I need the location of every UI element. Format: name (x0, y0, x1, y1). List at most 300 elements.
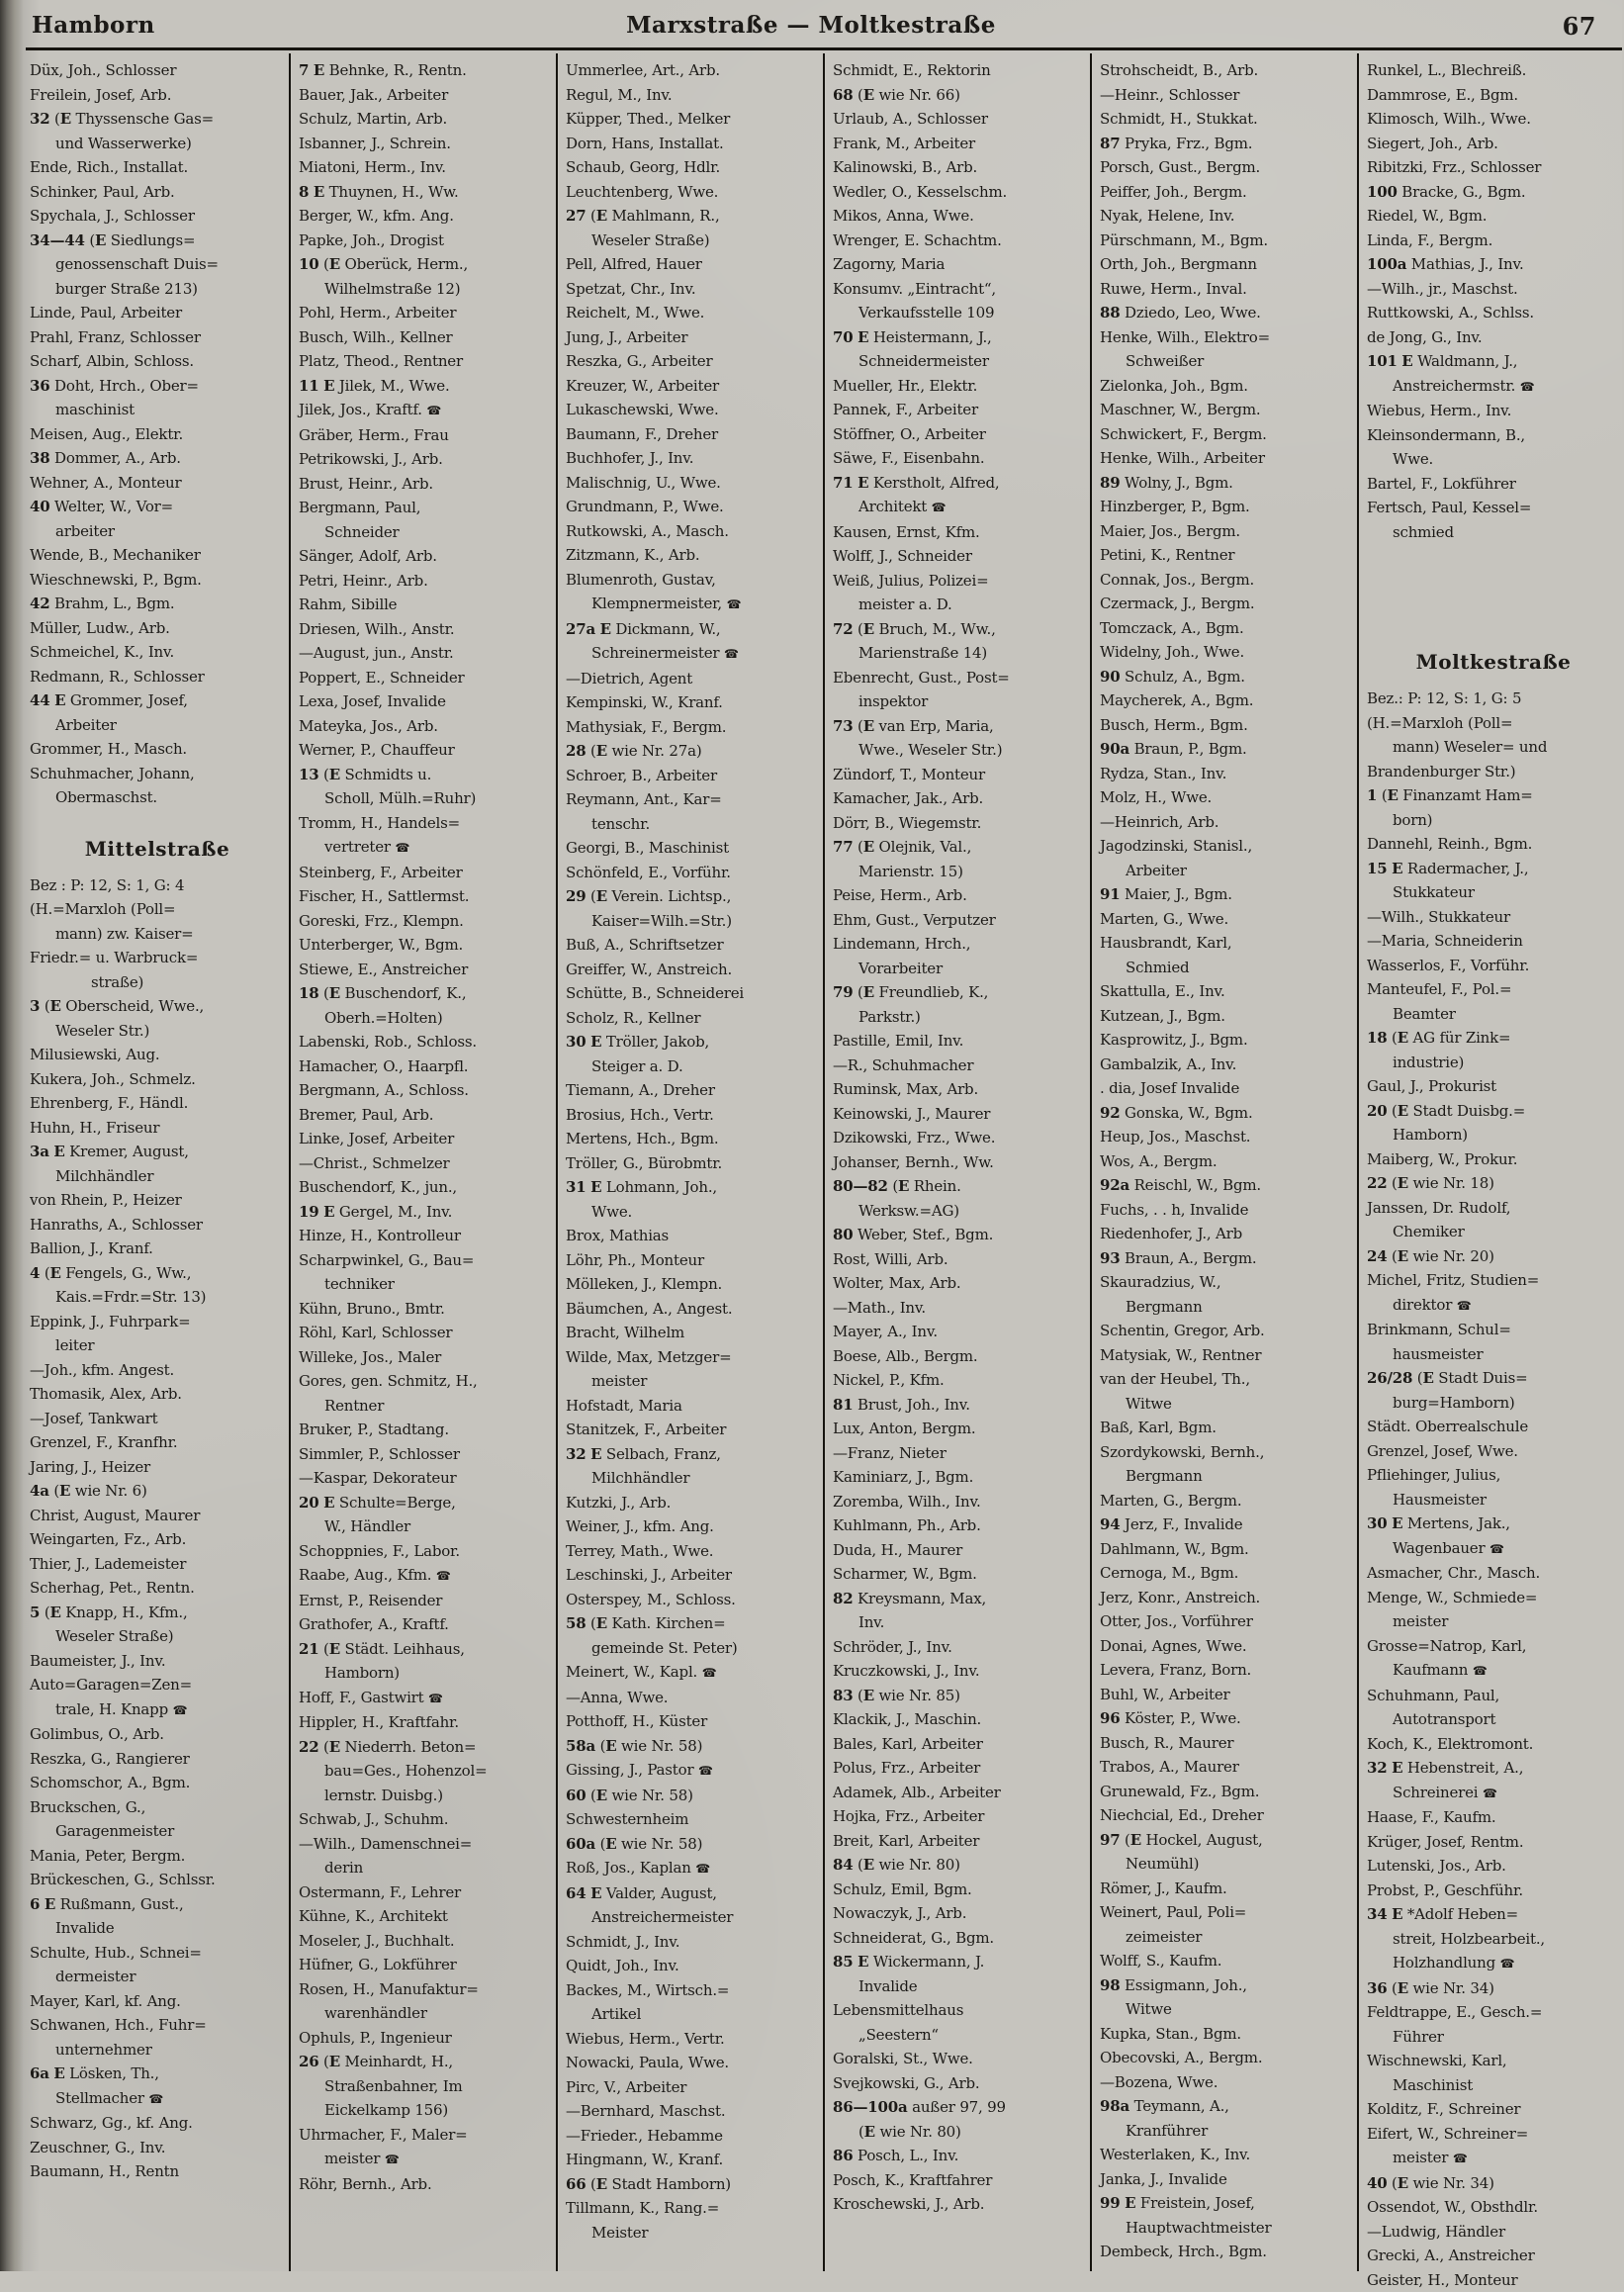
directory-line: Klempnermeister, ☎ (566, 592, 819, 617)
directory-line: Kaufmann ☎ (1367, 1658, 1620, 1684)
phone-icon: ☎ (173, 1703, 188, 1717)
directory-line: Weingarten, Fz., Arb. (30, 1527, 285, 1552)
directory-line: industrie) (1367, 1051, 1620, 1075)
directory-line: 85 E Wickermann, J. (833, 1950, 1086, 1974)
column-2 (289, 53, 556, 2271)
phone-icon: ☎ (727, 597, 742, 611)
directory-line: Leuchtenberg, Wwe. (566, 180, 819, 205)
directory-line: Milchhändler (30, 1164, 285, 1189)
directory-line: Pannek, F., Arbeiter (833, 398, 1086, 422)
directory-line: Papke, Joh., Drogist (299, 229, 552, 253)
directory-line: Ruwe, Herm., Inval. (1100, 277, 1353, 302)
column-3 (556, 53, 823, 2271)
directory-line: Berger, W., kfm. Ang. (299, 204, 552, 229)
directory-line: Pirc, V., Arbeiter (566, 2075, 819, 2100)
directory-line: Meinert, W., Kapl. ☎ (566, 1660, 819, 1686)
directory-line: Anstreichermeister (566, 1905, 819, 1930)
directory-line: (E wie Nr. 80) (833, 2120, 1086, 2145)
directory-line: Schneider (299, 520, 552, 545)
directory-line: 72 (E Bruch, M., Ww., (833, 617, 1086, 642)
directory-line: —Math., Inv. (833, 1296, 1086, 1321)
column-4 (823, 53, 1090, 2271)
directory-line: 90 Schulz, A., Bgm. (1100, 665, 1353, 689)
directory-line: Kroschewski, J., Arb. (833, 2192, 1086, 2217)
directory-line: 19 E Gergel, M., Inv. (299, 1200, 552, 1225)
directory-line: Wilhelmstraße 12) (299, 277, 552, 302)
directory-line: Spychala, J., Schlosser (30, 204, 285, 229)
directory-line: Molz, H., Wwe. (1100, 785, 1353, 810)
directory-line: Wwe. (566, 1200, 819, 1225)
directory-line: Grenzel, F., Kranfhr. (30, 1430, 285, 1455)
directory-line: Werner, P., Chauffeur (299, 738, 552, 763)
directory-line: Neumühl) (1100, 1852, 1353, 1877)
directory-line: Mathysiak, F., Bergm. (566, 715, 819, 740)
directory-line: Dammrose, E., Bgm. (1367, 83, 1620, 108)
directory-line: Steiger a. D. (566, 1054, 819, 1079)
directory-line: von Rhein, P., Heizer (30, 1188, 285, 1213)
directory-line: 18 (E AG für Zink= (1367, 1026, 1620, 1051)
directory-line: Redmann, R., Schlosser (30, 665, 285, 689)
directory-line: Westerlaken, K., Inv. (1100, 2143, 1353, 2167)
directory-line: 94 Jerz, F., Invalide (1100, 1513, 1353, 1537)
directory-line: Nyak, Helene, Inv. (1100, 204, 1353, 229)
directory-line: Klimosch, Wilh., Wwe. (1367, 107, 1620, 132)
phone-icon: ☎ (695, 1862, 710, 1876)
directory-line: Brinkmann, Schul= (1367, 1318, 1620, 1342)
directory-line: Menge, W., Schmiede= (1367, 1586, 1620, 1610)
directory-line: Grunewald, Fz., Bgm. (1100, 1780, 1353, 1804)
directory-line: Strohscheidt, B., Arb. (1100, 58, 1353, 83)
directory-line: Tromm, H., Handels= (299, 811, 552, 836)
phone-icon: ☎ (385, 2153, 400, 2166)
directory-line: Adamek, Alb., Arbeiter (833, 1781, 1086, 1805)
directory-line: 34 E *Adolf Heben= (1367, 1902, 1620, 1927)
directory-line: —R., Schuhmacher (833, 1054, 1086, 1078)
directory-line: 26/28 (E Stadt Duis= (1367, 1366, 1620, 1391)
directory-line: Schneidermeister (833, 349, 1086, 374)
directory-line: born) (1367, 808, 1620, 833)
directory-line: —Josef, Tankwart (30, 1407, 285, 1431)
directory-line: Mayer, Karl, kf. Ang. (30, 1989, 285, 2014)
phone-icon: ☎ (724, 647, 739, 661)
directory-line: Wolff, J., Schneider (833, 544, 1086, 569)
directory-line: Hüfner, G., Lokführer (299, 1953, 552, 1977)
directory-line: Schuhmacher, Johann, (30, 762, 285, 786)
directory-line: Connak, Jos., Bergm. (1100, 568, 1353, 593)
directory-line: meister ☎ (1367, 2146, 1620, 2171)
directory-line: 27a E Dickmann, W., (566, 617, 819, 642)
directory-line: Kais.=Frdr.=Str. 13) (30, 1285, 285, 1310)
directory-line: Dörr, B., Wiegemstr. (833, 811, 1086, 836)
directory-line: burg=Hamborn) (1367, 1391, 1620, 1416)
directory-line: inspektor (833, 689, 1086, 714)
directory-line: 4 (E Fengels, G., Ww., (30, 1261, 285, 1286)
directory-line: Mölleken, J., Klempn. (566, 1272, 819, 1297)
directory-line: van der Heubel, Th., (1100, 1367, 1353, 1392)
directory-line: Obecovski, A., Bergm. (1100, 2046, 1353, 2070)
directory-line: 22 (E Niederrh. Beton= (299, 1735, 552, 1760)
directory-line: Freilein, Josef, Arb. (30, 83, 285, 108)
directory-line: Scholz, R., Kellner (566, 1006, 819, 1031)
directory-line: Schinker, Paul, Arb. (30, 180, 285, 205)
directory-line: Schmeichel, K., Inv. (30, 640, 285, 665)
directory-line: Grosse=Natrop, Karl, (1367, 1634, 1620, 1659)
directory-line: 99 E Freistein, Josef, (1100, 2191, 1353, 2216)
directory-line: Schneiderat, G., Bgm. (833, 1926, 1086, 1951)
directory-line: Fuchs, . . h, Invalide (1100, 1198, 1353, 1223)
directory-line: Buschendorf, K., jun., (299, 1175, 552, 1200)
directory-line: Scharmer, W., Bgm. (833, 1562, 1086, 1587)
directory-line: Vorarbeiter (833, 957, 1086, 981)
directory-line: 86 Posch, L., Inv. (833, 2144, 1086, 2168)
directory-line: Grommer, H., Masch. (30, 737, 285, 762)
directory-line: Stanitzek, F., Arbeiter (566, 1418, 819, 1442)
directory-line: Meisen, Aug., Elektr. (30, 422, 285, 447)
directory-line: Pfliehinger, Julius, (1367, 1463, 1620, 1488)
directory-line: Miatoni, Herm., Inv. (299, 155, 552, 180)
directory-line: Zündorf, T., Monteur (833, 763, 1086, 787)
directory-line: Busch, R., Maurer (1100, 1731, 1353, 1756)
directory-line: Hauptwachtmeister (1100, 2216, 1353, 2241)
directory-line: mann) Weseler= und (1367, 735, 1620, 760)
directory-line: Ende, Rich., Installat. (30, 155, 285, 180)
phone-icon: ☎ (932, 501, 947, 514)
directory-line: Ruminsk, Max, Arb. (833, 1077, 1086, 1102)
directory-line: Uhrmacher, F., Maler= (299, 2123, 552, 2148)
directory-line: Driesen, Wilh., Anstr. (299, 617, 552, 642)
directory-line: Johanser, Bernh., Ww. (833, 1150, 1086, 1175)
directory-line: Heup, Jos., Maschst. (1100, 1125, 1353, 1149)
directory-line: Mayer, A., Inv. (833, 1320, 1086, 1344)
directory-line: Skattulla, E., Inv. (1100, 979, 1353, 1004)
directory-line: meister (1367, 1609, 1620, 1634)
directory-line: 73 (E van Erp, Maria, (833, 714, 1086, 739)
phone-icon: ☎ (1520, 380, 1535, 394)
directory-line: 71 E Kerstholt, Alfred, (833, 471, 1086, 496)
directory-line: Kühne, K., Architekt (299, 1904, 552, 1929)
directory-line: 20 (E Stadt Duisbg.= (1367, 1099, 1620, 1124)
directory-line: Hausmeister (1367, 1488, 1620, 1513)
directory-line: Boese, Alb., Bergm. (833, 1344, 1086, 1369)
directory-line: —August, jun., Anstr. (299, 641, 552, 666)
directory-line: Maiberg, W., Prokur. (1367, 1147, 1620, 1172)
directory-line: Koch, K., Elektromont. (1367, 1732, 1620, 1757)
directory-line: 20 E Schulte=Berge, (299, 1491, 552, 1515)
directory-line: Marienstr. 15) (833, 860, 1086, 884)
directory-line: 77 (E Olejnik, Val., (833, 835, 1086, 860)
directory-line: Schwab, J., Schuhm. (299, 1807, 552, 1832)
directory-line: Milchhändler (566, 1466, 819, 1491)
directory-line: Fertsch, Paul, Kessel= (1367, 496, 1620, 520)
directory-line: —Dietrich, Agent (566, 667, 819, 691)
directory-line: Kühn, Bruno., Bmtr. (299, 1297, 552, 1322)
directory-line: —Franz, Nieter (833, 1441, 1086, 1466)
directory-line: Wehner, A., Monteur (30, 471, 285, 496)
phone-icon: ☎ (1483, 1787, 1497, 1800)
directory-line: Verkaufsstelle 109 (833, 301, 1086, 325)
directory-line: 10 (E Oberück, Herm., (299, 252, 552, 277)
directory-line: direktor ☎ (1367, 1293, 1620, 1319)
directory-line: Ribitzki, Frz., Schlosser (1367, 155, 1620, 180)
directory-line: Simmler, P., Schlosser (299, 1442, 552, 1467)
directory-line: Meister (566, 2221, 819, 2246)
directory-line: Scharpwinkel, G., Bau= (299, 1248, 552, 1273)
directory-line: Artikel (566, 2002, 819, 2027)
directory-line: Tomczack, A., Bgm. (1100, 616, 1353, 641)
directory-line: 6 E Rußmann, Gust., (30, 1892, 285, 1917)
directory-line: Jilek, Jos., Kraftf. ☎ (299, 398, 552, 423)
directory-line: Schulte, Hub., Schnei= (30, 1941, 285, 1966)
directory-line: Oberh.=Holten) (299, 1006, 552, 1031)
directory-line: Rydza, Stan., Inv. (1100, 762, 1353, 786)
directory-line: Reszka, G., Arbeiter (566, 349, 819, 374)
directory-line: Klackik, J., Maschin. (833, 1707, 1086, 1732)
directory-line: Hausbrandt, Karl, (1100, 931, 1353, 956)
directory-line: 29 (E Verein. Lichtsp., (566, 884, 819, 909)
directory-line: 97 (E Hockel, August, (1100, 1828, 1353, 1853)
directory-line: Wolter, Max, Arb. (833, 1271, 1086, 1296)
directory-line: 32 (E Thyssensche Gas= (30, 107, 285, 132)
directory-line: Keinowski, J., Maurer (833, 1102, 1086, 1127)
directory-line: Weiner, J., kfm. Ang. (566, 1514, 819, 1539)
directory-line: Steinberg, F., Arbeiter (299, 861, 552, 885)
directory-line: Inv. (833, 1610, 1086, 1635)
directory-line: Wilde, Max, Metzger= (566, 1345, 819, 1370)
directory-line: Nowaczyk, J., Arb. (833, 1901, 1086, 1926)
directory-line: 5 (E Knapp, H., Kfm., (30, 1601, 285, 1625)
directory-line: Prahl, Franz, Schlosser (30, 325, 285, 350)
directory-line: Brandenburger Str.) (1367, 760, 1620, 784)
directory-line: Scholl, Mülh.=Ruhr) (299, 786, 552, 811)
running-header-place: Hamborn (32, 12, 155, 39)
directory-line: 13 (E Schmidts u. (299, 763, 552, 787)
directory-line: Ehrenberg, F., Händl. (30, 1091, 285, 1116)
directory-line: Fischer, H., Sattlermst. (299, 884, 552, 909)
directory-line: Bergmann, A., Schloss. (299, 1078, 552, 1103)
directory-line: 88 Dziedo, Leo, Wwe. (1100, 301, 1353, 325)
directory-line: burger Straße 213) (30, 277, 285, 302)
columns (22, 53, 1622, 2271)
directory-line: Schentin, Gregor, Arb. (1100, 1319, 1353, 1343)
directory-line: Lutenski, Jos., Arb. (1367, 1854, 1620, 1879)
directory-line: Hamacher, O., Haarpfl. (299, 1054, 552, 1079)
directory-line: Scharf, Albin, Schloss. (30, 349, 285, 374)
directory-line: 26 (E Meinhardt, H., (299, 2050, 552, 2074)
directory-line: Regul, M., Inv. (566, 83, 819, 108)
directory-line: Ballion, J., Kranf. (30, 1237, 285, 1261)
directory-line: Invalide (833, 1974, 1086, 1999)
directory-line: —Ludwig, Händler (1367, 2220, 1620, 2245)
directory-line: maschinist (30, 398, 285, 422)
directory-line: Grundmann, P., Wwe. (566, 495, 819, 519)
directory-line: Unterberger, W., Bgm. (299, 933, 552, 958)
directory-line: Straßenbahner, Im (299, 2074, 552, 2099)
directory-line: 100a Mathias, J., Inv. (1367, 252, 1620, 277)
directory-line: Wieschnewski, P., Bgm. (30, 568, 285, 593)
directory-line: 96 Köster, P., Wwe. (1100, 1706, 1353, 1731)
directory-line: Manteufel, F., Pol.= (1367, 977, 1620, 1002)
directory-line: Kupka, Stan., Bgm. (1100, 2022, 1353, 2047)
directory-line: Rahm, Sibille (299, 593, 552, 617)
phone-icon: ☎ (1453, 2152, 1468, 2165)
directory-line: Zeuschner, G., Inv. (30, 2136, 285, 2160)
directory-line: (H.=Marxloh (Poll= (1367, 711, 1620, 736)
directory-line: Goreski, Frz., Klempn. (299, 909, 552, 934)
directory-line: Arbeiter (1100, 859, 1353, 883)
directory-line: Malischnig, U., Wwe. (566, 471, 819, 496)
directory-line: 32 E Hebenstreit, A., (1367, 1756, 1620, 1781)
directory-line: Reszka, G., Rangierer (30, 1747, 285, 1772)
directory-line: Posch, K., Kraftfahrer (833, 2168, 1086, 2193)
directory-line: Kleinsondermann, B., (1367, 423, 1620, 448)
directory-line: Lebensmittelhaus (833, 1998, 1086, 2023)
directory-line: Stiewe, E., Anstreicher (299, 958, 552, 982)
directory-line: Friedr.= u. Warbruck= (30, 946, 285, 970)
directory-line: 15 E Radermacher, J., (1367, 857, 1620, 881)
directory-line: Werksw.=AG) (833, 1199, 1086, 1224)
directory-line: 80 Weber, Stef., Bgm. (833, 1223, 1086, 1247)
directory-line: 82 Kreysmann, Max, (833, 1587, 1086, 1611)
directory-line: Tillmann, K., Rang.= (566, 2196, 819, 2221)
directory-line: Wwe., Weseler Str.) (833, 738, 1086, 763)
directory-line: 34—44 (E Siedlungs= (30, 229, 285, 253)
directory-line: Willeke, Jos., Maler (299, 1345, 552, 1370)
directory-line: Blumenroth, Gustav, (566, 568, 819, 593)
directory-line: Bez : P: 12, S: 1, G: 4 (30, 873, 285, 898)
directory-line: „Seestern“ (833, 2023, 1086, 2048)
directory-line: Schreinermeister ☎ (566, 641, 819, 667)
directory-line: Niechcial, Ed., Dreher (1100, 1803, 1353, 1828)
directory-line: 18 (E Buschendorf, K., (299, 981, 552, 1006)
directory-line: —Heinrich, Arb. (1100, 810, 1353, 835)
directory-line: Löhr, Ph., Monteur (566, 1248, 819, 1273)
directory-line: Ernst, P., Reisender (299, 1589, 552, 1613)
directory-line: Bez.: P: 12, S: 1, G: 5 (1367, 687, 1620, 711)
directory-line: leiter (30, 1333, 285, 1358)
directory-line: streit, Holzbearbeit., (1367, 1927, 1620, 1952)
directory-line: Czermack, J., Bergm. (1100, 592, 1353, 616)
directory-line: techniker (299, 1272, 552, 1297)
directory-line: Linke, Josef, Arbeiter (299, 1127, 552, 1151)
directory-line: Geister, H., Monteur (1367, 2268, 1620, 2292)
directory-line: 4a (E wie Nr. 6) (30, 1479, 285, 1504)
directory-line: 27 (E Mahlmann, R., (566, 204, 819, 229)
directory-line: —Anna, Wwe. (566, 1686, 819, 1710)
directory-line: Backes, M., Wirtsch.= (566, 1978, 819, 2003)
directory-line: Baumeister, J., Inv. (30, 1649, 285, 1674)
directory-line: Baumann, H., Rentn (30, 2159, 285, 2184)
directory-line: 7 E Behnke, R., Rentn. (299, 58, 552, 83)
directory-line: Düx, Joh., Schlosser (30, 58, 285, 83)
directory-line: Moseler, J., Buchhalt. (299, 1929, 552, 1954)
directory-line: Golimbus, O., Arb. (30, 1722, 285, 1747)
directory-line: hausmeister (1367, 1342, 1620, 1367)
directory-line: Hamborn) (299, 1661, 552, 1686)
directory-line: 58a (E wie Nr. 58) (566, 1734, 819, 1759)
directory-line: Georgi, B., Maschinist (566, 836, 819, 861)
directory-line: Polus, Frz., Arbeiter (833, 1756, 1086, 1781)
directory-line: 28 (E wie Nr. 27a) (566, 739, 819, 764)
directory-line: 36 Doht, Hrch., Ober= (30, 374, 285, 399)
directory-line: meister ☎ (299, 2147, 552, 2172)
directory-line: Schweißer (1100, 349, 1353, 374)
directory-line: Bäumchen, A., Angest. (566, 1297, 819, 1322)
directory-line: Porsch, Gust., Bergm. (1100, 155, 1353, 180)
directory-line: Schwarz, Gg., kf. Ang. (30, 2111, 285, 2136)
directory-line: Henke, Wilh., Elektro= (1100, 325, 1353, 350)
directory-line: Kaiser=Wilh.=Str.) (566, 909, 819, 934)
directory-line: Kuhlmann, Ph., Arb. (833, 1513, 1086, 1538)
directory-line: Goralski, St., Wwe. (833, 2047, 1086, 2071)
directory-line: dermeister (30, 1965, 285, 1989)
directory-line: Maycherek, A., Bgm. (1100, 688, 1353, 713)
directory-line: 8 E Thuynen, H., Ww. (299, 180, 552, 205)
directory-line: Isbanner, J., Schrein. (299, 132, 552, 156)
directory-line: Kasprowitz, J., Bgm. (1100, 1028, 1353, 1053)
directory-line: 70 E Heistermann, J., (833, 325, 1086, 350)
directory-line: Zagorny, Maria (833, 252, 1086, 277)
directory-line: 38 Dommer, A., Arb. (30, 446, 285, 471)
directory-line: Janka, J., Invalide (1100, 2167, 1353, 2192)
directory-line: Grecki, A., Anstreicher (1367, 2244, 1620, 2268)
directory-line: Bergmann (1100, 1295, 1353, 1320)
directory-line: 90a Braun, P., Bgm. (1100, 737, 1353, 762)
directory-line: Levera, Franz, Born. (1100, 1658, 1353, 1683)
directory-line: Peise, Herm., Arb. (833, 883, 1086, 908)
directory-line: 92a Reischl, W., Bgm. (1100, 1173, 1353, 1198)
directory-line: trale, H. Knapp ☎ (30, 1697, 285, 1723)
header-rule (26, 47, 1622, 50)
phone-icon: ☎ (1457, 1299, 1472, 1313)
directory-line: Petri, Heinr., Arb. (299, 569, 552, 594)
directory-line: 21 (E Städt. Leihhaus, (299, 1637, 552, 1662)
directory-line: Riedel, W., Bgm. (1367, 204, 1620, 229)
directory-line: straße) (30, 970, 285, 995)
directory-line: Dannehl, Reinh., Bgm. (1367, 832, 1620, 857)
directory-line: Städt. Oberrealschule (1367, 1415, 1620, 1439)
directory-line: —Wilh., Damenschnei= (299, 1832, 552, 1857)
directory-line: 60a (E wie Nr. 58) (566, 1832, 819, 1857)
directory-line: Matysiak, W., Rentner (1100, 1343, 1353, 1368)
directory-line: Zitzmann, K., Arb. (566, 543, 819, 568)
directory-line: Schröder, J., Inv. (833, 1635, 1086, 1660)
directory-line: Orth, Joh., Bergmann (1100, 252, 1353, 277)
directory-line: —Wilh., Stukkateur (1367, 905, 1620, 930)
directory-line: Busch, Wilh., Kellner (299, 325, 552, 350)
directory-line: Wende, B., Mechaniker (30, 543, 285, 568)
directory-line: Eppink, J., Fuhrpark= (30, 1310, 285, 1334)
directory-line: Röhl, Karl, Schlosser (299, 1321, 552, 1345)
directory-line: 44 E Grommer, Josef, (30, 688, 285, 713)
book-spine-shadow (0, 0, 24, 2271)
directory-line: Skauradzius, W., (1100, 1270, 1353, 1295)
directory-line: bau=Ges., Hohenzol= (299, 1759, 552, 1784)
directory-line: —Christ., Schmelzer (299, 1151, 552, 1176)
directory-line: Kalinowski, B., Arb. (833, 155, 1086, 180)
directory-line: Widelny, Joh., Wwe. (1100, 640, 1353, 665)
directory-line: Leschinski, J., Arbeiter (566, 1563, 819, 1588)
directory-line: Cernoga, M., Bgm. (1100, 1561, 1353, 1586)
directory-line: Maier, Jos., Bergm. (1100, 519, 1353, 544)
directory-line: Potthoff, H., Küster (566, 1709, 819, 1734)
directory-line: Lux, Anton, Bergm. (833, 1417, 1086, 1441)
directory-line: —Kaspar, Dekorateur (299, 1466, 552, 1491)
directory-line: Marienstraße 14) (833, 641, 1086, 666)
directory-line: Jagodzinski, Stanisl., (1100, 834, 1353, 859)
directory-line: Terrey, Math., Wwe. (566, 1539, 819, 1564)
directory-line: Pürschmann, M., Bgm. (1100, 229, 1353, 253)
directory-line: Trabos, A., Maurer (1100, 1755, 1353, 1780)
